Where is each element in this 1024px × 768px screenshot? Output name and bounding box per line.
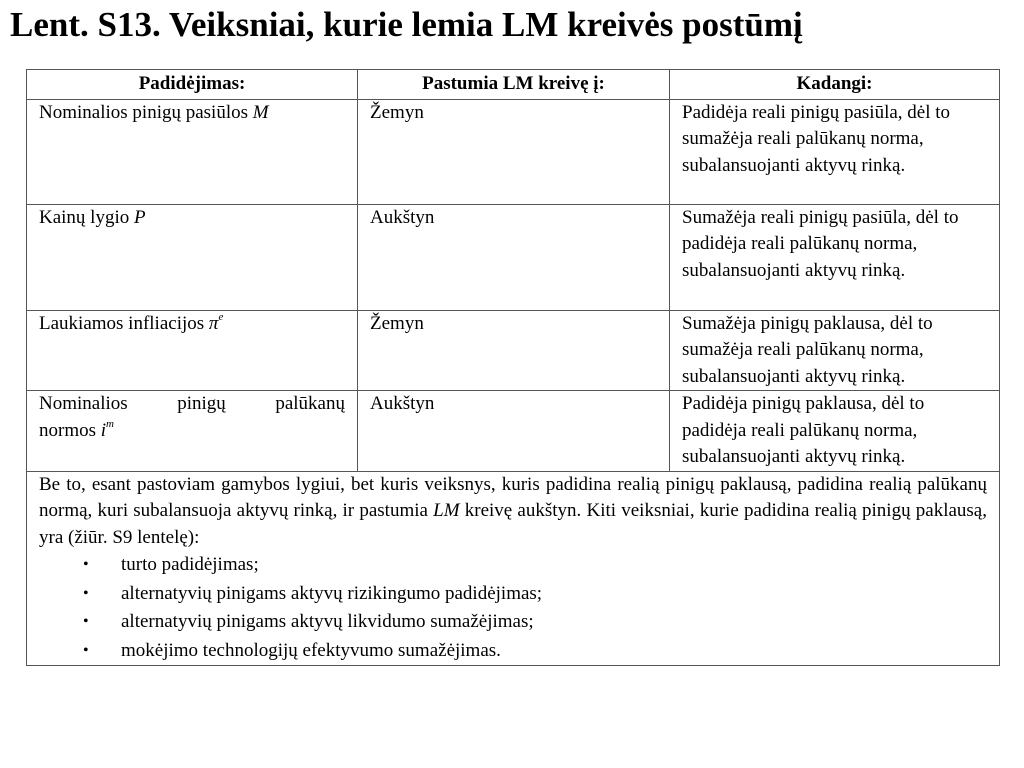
direction-cell: Aukštyn	[358, 391, 670, 472]
note-symbol: LM	[433, 500, 460, 521]
note-paragraph	[39, 472, 987, 552]
list-item-text: alternatyvių pinigams aktyvų rizikingumo padidėjimas;	[121, 582, 543, 604]
header-shift-direction: Pastumia LM kreivę į:	[358, 70, 670, 100]
list-item-text: mokėjimo technologijų efektyvumo sumažėjimas.	[121, 639, 501, 661]
note-text-after: kreivę aukštyn. Kiti veiksniai, kurie padidina realią pinigų paklausą, yra (žiūr. S9 lentelę):	[39, 500, 987, 548]
reason-cell: Padidėja reali pinigų pasiūla, dėl to sumažėja reali palūkanų norma, subalansuojanti aktyvų rinką.	[670, 99, 1000, 204]
factor-symbol: P	[134, 206, 146, 228]
factor-cell	[27, 204, 358, 310]
factor-symbol: i	[100, 419, 107, 441]
reason-cell: Padidėja pinigų paklausa, dėl to padidėja reali palūkanų norma, subalansuojanti aktyvų rinką.	[670, 391, 1000, 472]
list-item-text: alternatyvių pinigams aktyvų likvidumo sumažėjimas;	[121, 611, 534, 632]
table-row	[27, 310, 1000, 391]
factor-superscript: m	[106, 417, 114, 430]
lm-factors-table	[26, 69, 1000, 666]
slide-title: Lent. S13. Veiksniai, kurie lemia LM kreivės postūmį	[10, 5, 803, 44]
list-item	[39, 580, 987, 609]
factor-superscript: e	[218, 310, 224, 323]
header-because: Kadangi:	[670, 70, 1000, 100]
direction-cell: Žemyn	[358, 310, 670, 391]
factor-cell	[27, 310, 358, 391]
bullet-icon: •	[83, 556, 89, 573]
direction-cell: Žemyn	[358, 99, 670, 204]
bullet-icon: •	[83, 641, 89, 659]
bullet-icon: •	[83, 613, 89, 630]
table-row	[27, 99, 1000, 204]
list-item	[39, 608, 987, 637]
factor-text-line2-wrap	[39, 418, 345, 445]
factor-text: Nominalios pinigų pasiūlos	[39, 101, 253, 123]
factor-text: Laukiamos infliacijos	[39, 312, 209, 334]
list-item-text: turto padidėjimas;	[121, 554, 259, 575]
bullet-icon: •	[83, 584, 89, 602]
table-header-row	[27, 70, 1000, 100]
list-item	[39, 637, 987, 666]
note-cell	[27, 471, 1000, 666]
factor-text-line1: Nominalios pinigų palūkanų	[39, 393, 345, 414]
header-increase: Padidėjimas:	[27, 70, 358, 100]
factor-text-line2: normos	[39, 419, 101, 441]
factor-symbol: π	[208, 312, 219, 334]
factor-cell	[27, 99, 358, 204]
note-bullet-list	[39, 551, 987, 665]
direction-cell: Aukštyn	[358, 204, 670, 310]
reason-cell: Sumažėja pinigų paklausa, dėl to sumažėja reali palūkanų norma, subalansuojanti aktyvų rinką.	[670, 310, 1000, 391]
note-row	[27, 471, 1000, 666]
factor-text: Kainų lygio	[39, 206, 134, 228]
note-text-before: Be to, esant pastoviam gamybos lygiui, bet kuris veiksnys, kuris padidina realią pinigų paklausą, padidina realią palūkanų normą, kuri subalansuoja aktyvų rinką, ir pastumia	[39, 473, 987, 521]
factor-symbol: M	[252, 101, 269, 123]
factor-cell	[27, 391, 358, 472]
reason-cell: Sumažėja reali pinigų pasiūla, dėl to padidėja reali palūkanų norma, subalansuojanti aktyvų rinką.	[670, 204, 1000, 310]
table-row	[27, 204, 1000, 310]
table-row	[27, 391, 1000, 472]
list-item	[39, 551, 987, 580]
